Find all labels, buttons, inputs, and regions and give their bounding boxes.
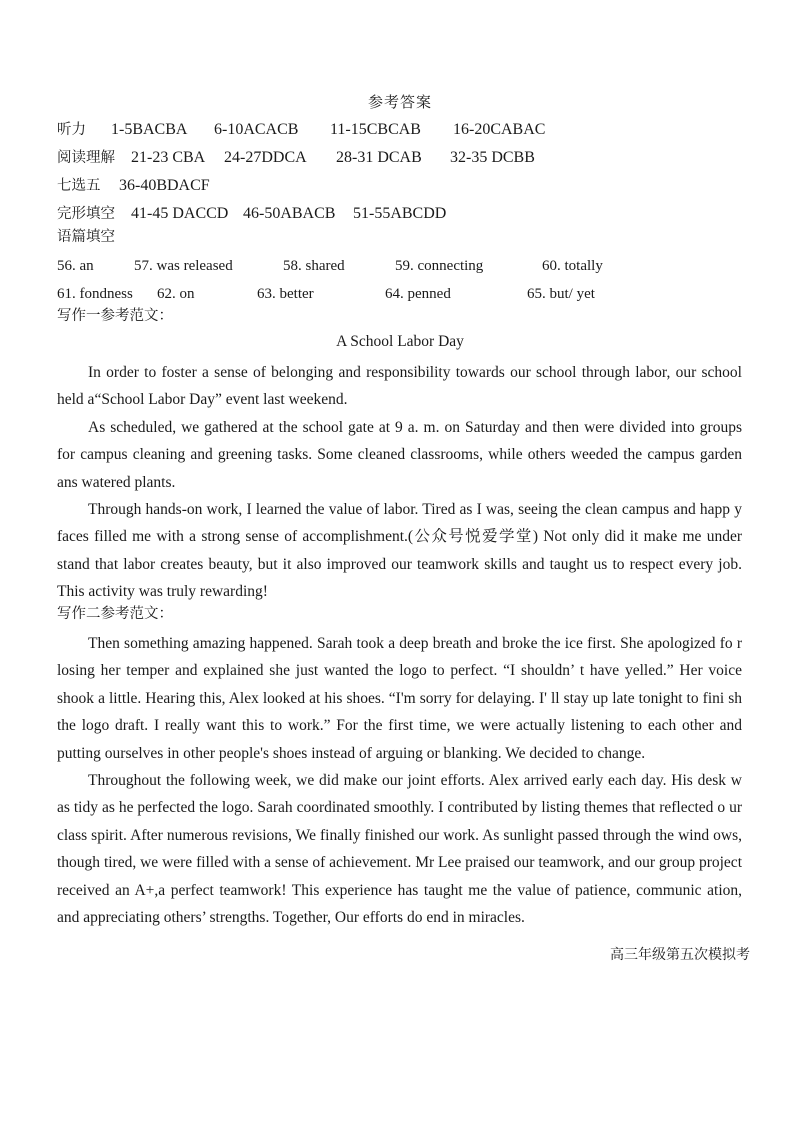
page-title: 参考答案 bbox=[367, 93, 432, 111]
reading-group: 21-23 CBA bbox=[131, 149, 206, 166]
listening-answers-row bbox=[57, 117, 757, 143]
grammar-fill-label: 语篇填空 bbox=[57, 229, 115, 245]
grammar-fill-answer: 59. connecting bbox=[395, 258, 484, 274]
grammar-fill-answer: 57. was released bbox=[134, 258, 233, 274]
writing-one-essay bbox=[57, 359, 742, 606]
grammar-fill-answer: 58. shared bbox=[283, 258, 345, 274]
writing-two-essay bbox=[57, 630, 742, 931]
essay-paragraph: In order to foster a sense of belonging and responsibility towards our school through labor, our school held a“School Labor Day” event last weekend. bbox=[57, 364, 742, 409]
cloze-label: 完形填空 bbox=[57, 206, 115, 222]
listening-group: 1-5BACBA bbox=[111, 121, 188, 138]
reading-answers-row bbox=[57, 145, 757, 171]
writing-one-heading: 写作一参考范文： bbox=[57, 308, 173, 324]
listening-group: 16-20CABAC bbox=[453, 121, 546, 138]
grammar-fill-answer: 61. fondness bbox=[57, 286, 133, 302]
grammar-fill-answer: 63. better bbox=[257, 286, 314, 302]
reading-group: 32-35 DCBB bbox=[450, 149, 535, 166]
writing-one-title: A School Labor Day bbox=[336, 333, 464, 350]
seven-choose-five-label: 七选五 bbox=[57, 178, 101, 194]
cloze-group: 51-55ABCDD bbox=[353, 205, 447, 222]
exam-footer: 高三年级第五次模拟考 bbox=[610, 947, 750, 963]
writing-two-heading: 写作二参考范文： bbox=[57, 606, 173, 622]
seven-choose-five-row bbox=[57, 173, 357, 199]
reading-group: 24-27DDCA bbox=[224, 149, 307, 166]
listening-group: 11-15CBCAB bbox=[330, 121, 421, 138]
grammar-fill-row bbox=[57, 281, 747, 307]
reading-group: 28-31 DCAB bbox=[336, 149, 422, 166]
listening-group: 6-10ACACB bbox=[214, 121, 299, 138]
grammar-fill-answer: 64. penned bbox=[385, 286, 451, 302]
essay-paragraph: Then something amazing happened. Sarah took a deep breath and broke the ice first. She apologized fo r losing her temper and explained she just wanted the logo to perfect. “I shouldn’ t have yelled.” Her voice shook a little. Hearing this, Alex looked at his shoes. “I'm sorry for delaying. I' ll stay up late tonight to fini sh the logo draft. I really want this to work.” For the first time, we were actually listening to each other and putting ourselves in other people's shoes instead of arguing or blanking. We decided to change. bbox=[57, 635, 742, 762]
cloze-answers-row bbox=[57, 201, 657, 227]
grammar-fill-answer: 56. an bbox=[57, 258, 94, 274]
essay-paragraph: Throughout the following week, we did make our joint efforts. Alex arrived early each day. His desk w as tidy as he perfected the logo. Sarah coordinated smoothly. I contributed by listing themes that reflected o ur class spirit. After numerous revisions, We finally finished our work. As sunlight passed through the wind ows, though tired, we were filled with a sense of achievement. Mr Lee praised our teamwork, and our group project received an A+,a perfect teamwork! This experience has taught me the value of patience, communic ation, and appreciating others’ strengths. Together, Our efforts do end in miracles. bbox=[57, 772, 742, 927]
cloze-group: 41-45 DACCD bbox=[131, 205, 229, 222]
grammar-fill-answer: 60. totally bbox=[542, 258, 603, 274]
grammar-fill-answer: 62. on bbox=[157, 286, 195, 302]
essay-paragraph: Through hands-on work, I learned the value of labor. Tired as I was, seeing the clean campus and happ y faces filled me with a strong sense of accomplishment.(公众号悦爱学堂) Not only did it make me under stand that labor creates beauty, but it also improved our teamwork skills and taught us to respect every job. This activity was truly rewarding! bbox=[57, 501, 742, 601]
listening-label: 听力 bbox=[57, 122, 86, 138]
seven-choose-five-group: 36-40BDACF bbox=[119, 177, 210, 194]
reading-label: 阅读理解 bbox=[57, 150, 115, 166]
cloze-group: 46-50ABACB bbox=[243, 205, 336, 222]
grammar-fill-answer: 65. but/ yet bbox=[527, 286, 595, 302]
essay-paragraph: As scheduled, we gathered at the school gate at 9 a. m. on Saturday and then were divided into groups for campus cleaning and greening tasks. Some cleaned classrooms, while others weeded the campus garden ans watered plants. bbox=[57, 418, 742, 491]
grammar-fill-row bbox=[57, 253, 747, 279]
